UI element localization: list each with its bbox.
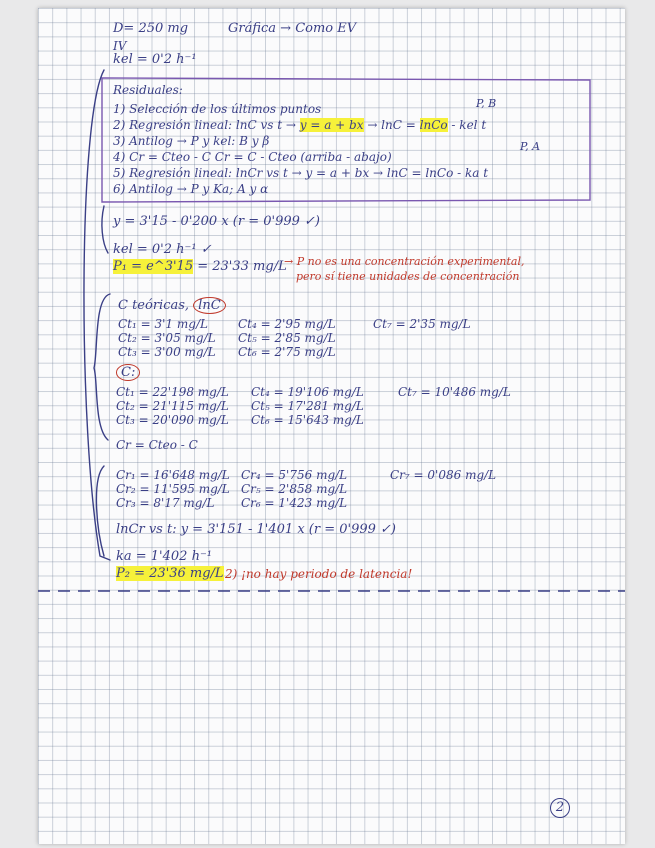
cr-4: Cr₄ = 5'756 mg/L xyxy=(241,468,348,482)
regression-2-equation: lnCr vs t: y = 3'151 - 1'401 x (r = 0'999 ✓) xyxy=(116,522,396,537)
c-5: Ct₅ = 17'281 mg/L xyxy=(251,399,364,413)
p2-value: P₂ = 23'36 mg/L xyxy=(116,566,224,581)
regression-1-kel: kel = 0'2 h⁻¹ ✓ xyxy=(113,242,212,257)
ct-theoretical-7: Ct₇ = 2'35 mg/L xyxy=(373,317,471,331)
cr-3: Cr₃ = 8'17 mg/L xyxy=(116,496,215,510)
c-6: Ct₆ = 15'643 mg/L xyxy=(251,413,364,427)
p1-label: P₁ = e^3'15 xyxy=(113,259,194,274)
residuals-box xyxy=(102,78,590,202)
ct-theoretical-5: Ct₅ = 2'85 mg/L xyxy=(238,331,336,345)
step-5: 5) Regresión lineal: lnCr vs t → y = a + bx → lnC = lnCo - ka t xyxy=(113,166,489,180)
step-6: 6) Antilog → P y Ka; A y α xyxy=(113,182,269,196)
ct-theoretical-6: Ct₆ = 2'75 mg/L xyxy=(238,345,336,359)
theoretical-heading-text: C teóricas, xyxy=(118,298,190,313)
step-4: 4) Cr = Cteo - C Cr = C - Cteo (arriba - abajo) xyxy=(113,150,392,164)
ct-theoretical-2: Ct₂ = 3'05 mg/L xyxy=(118,331,216,345)
dose-text: D= 250 mg xyxy=(113,21,189,36)
step-3: 3) Antilog → P y kel: B y β xyxy=(113,134,270,148)
p1-value: = 23'33 mg/L xyxy=(197,259,287,274)
c-2: Ct₂ = 21'115 mg/L xyxy=(116,399,229,413)
cr-7: Cr₇ = 0'086 mg/L xyxy=(390,468,497,482)
p1-note-line2: pero sí tiene unidades de concentración xyxy=(296,270,520,283)
step-2-lnco: lnCo xyxy=(419,118,448,132)
step-2-tail-b: - kel t xyxy=(447,118,487,132)
cr-6: Cr₆ = 1'423 mg/L xyxy=(241,496,348,510)
p1-note-line1: → P no es una concentración experimental, xyxy=(284,255,525,268)
c-4: Ct₄ = 19'106 mg/L xyxy=(251,385,364,399)
ct-theoretical-1: Ct₁ = 3'1 mg/L xyxy=(118,317,208,331)
cr-1: Cr₁ = 16'648 mg/L xyxy=(116,468,230,482)
cr-2: Cr₂ = 11'595 mg/L xyxy=(116,482,230,496)
brace-regression-1 xyxy=(102,206,108,253)
latency-note: 2) ¡no hay periodo de latencia! xyxy=(225,567,413,581)
step-2-tail-a: → lnC = xyxy=(363,118,420,132)
step-2-text: 2) Regresión lineal: lnC vs t → xyxy=(113,118,296,132)
residual-formula: Cr = Cteo - C xyxy=(116,438,198,452)
annotation-p-a: P, A xyxy=(520,140,541,153)
annotation-p-b: P, B xyxy=(476,97,497,110)
circled-c: C: xyxy=(116,364,140,381)
cr-5: Cr₅ = 2'858 mg/L xyxy=(241,482,348,496)
c-7: Ct₇ = 10'486 mg/L xyxy=(398,385,511,399)
step-1: 1) Selección de los últimos puntos xyxy=(113,102,322,116)
page-title: Gráfica → Como EV xyxy=(228,21,357,36)
kel-text: kel = 0'2 h⁻¹ xyxy=(113,52,197,67)
brace-theoretical xyxy=(94,294,110,440)
ink-strokes xyxy=(38,8,625,844)
c-1: Ct₁ = 22'198 mg/L xyxy=(116,385,229,399)
c-3: Ct₃ = 20'090 mg/L xyxy=(116,413,229,427)
regression-1-equation: y = 3'15 - 0'200 x (r = 0'999 ✓) xyxy=(113,214,320,229)
residuals-heading: Residuales: xyxy=(113,83,183,97)
page-number: 2 xyxy=(550,798,570,818)
ka-text: ka = 1'402 h⁻¹ xyxy=(116,549,213,564)
circled-lnc: lnC xyxy=(193,297,225,314)
route-text: IV xyxy=(113,39,127,53)
step-2-equation: y = a + bx xyxy=(299,118,364,132)
notebook-page xyxy=(38,8,625,844)
ct-theoretical-4: Ct₄ = 2'95 mg/L xyxy=(238,317,336,331)
ct-theoretical-3: Ct₃ = 3'00 mg/L xyxy=(118,345,216,359)
